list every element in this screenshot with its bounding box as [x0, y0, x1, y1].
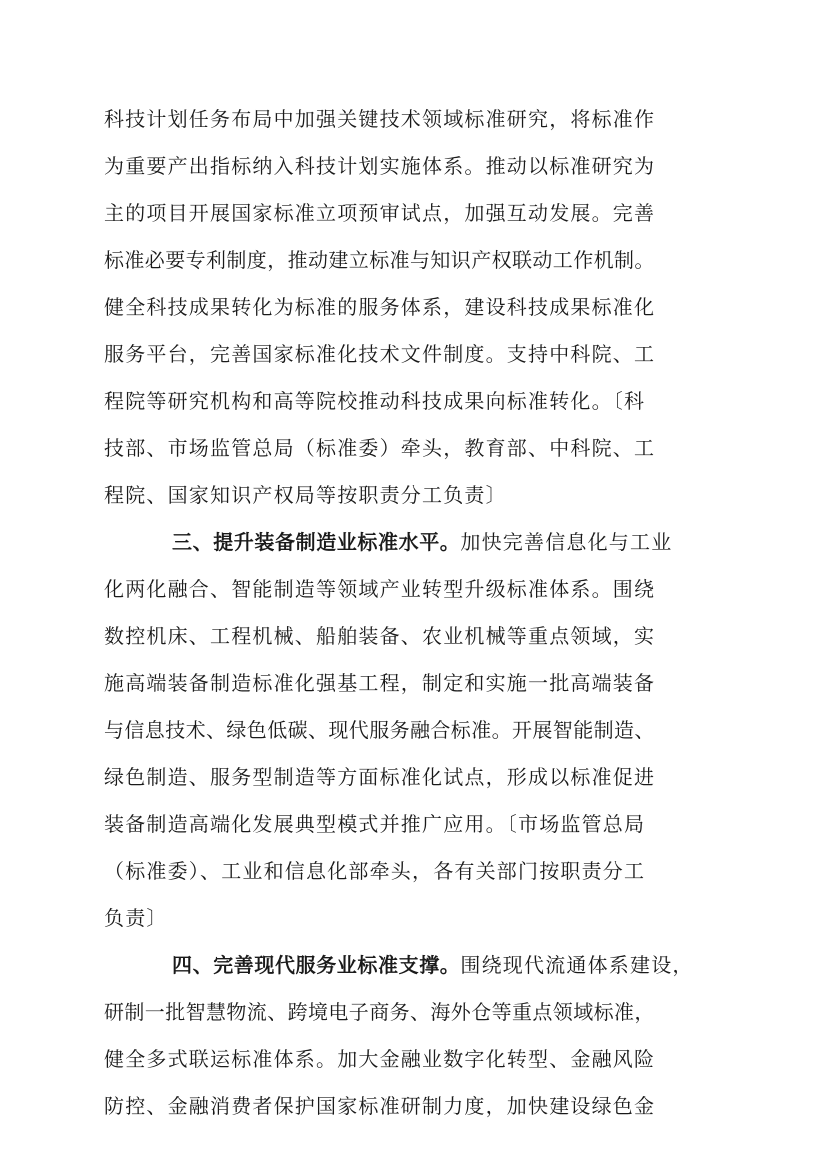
section-3-first-line [104, 519, 724, 566]
paragraph-line: 化两化融合、智能制造等领域产业转型升级标准体系。围绕 [104, 577, 656, 601]
paragraph-line: 科技计划任务布局中加强关键技术领域标准研究，将标准作 [104, 107, 656, 131]
paragraph-line: 程院、国家知识产权局等按职责分工负责〕 [104, 483, 507, 507]
paragraph-line: 为重要产出指标纳入科技计划实施体系。推动以标准研究为 [104, 154, 656, 178]
paragraph-line: 绿色制造、服务型制造等方面标准化试点，形成以标准促进 [104, 765, 656, 789]
section-4-first-line-text: 围绕现代流通体系建设， [460, 953, 694, 977]
paragraph-line: 服务平台，完善国家标准化技术文件制度。支持中科院、工 [104, 342, 656, 366]
paragraph-line: 负责〕 [104, 906, 168, 930]
paragraph-line: 施高端装备制造标准化强基工程，制定和实施一批高端装备 [104, 671, 656, 695]
paragraph-line: 装备制造高端化发展典型模式并推广应用。〔市场监管总局 [104, 812, 646, 836]
paragraph-line: （标准委）、工业和信息化部牵头，各有关部门按职责分工 [104, 859, 646, 883]
paragraph-line: 技部、市场监管总局（标准委）牵头，教育部、中科院、工 [104, 436, 656, 460]
paragraph-line: 防控、金融消费者保护国家标准研制力度，加快建设绿色金 [104, 1094, 656, 1118]
section-4-heading: 四、完善现代服务业标准支撑。 [172, 953, 461, 977]
section-3-heading: 三、提升装备制造业标准水平。 [172, 530, 461, 554]
section-4-first-line [104, 942, 724, 989]
paragraph-line: 程院等研究机构和高等院校推动科技成果向标准转化。〔科 [104, 389, 646, 413]
document-body [104, 96, 724, 1130]
paragraph-line: 健全多式联运标准体系。加大金融业数字化转型、金融风险 [104, 1047, 656, 1071]
paragraph-line: 健全科技成果转化为标准的服务体系，建设科技成果标准化 [104, 295, 656, 319]
paragraph-line: 标准必要专利制度，推动建立标准与知识产权联动工作机制。 [104, 248, 655, 272]
section-3-first-line-text: 加快完善信息化与工业 [460, 530, 673, 554]
paragraph-line: 主的项目开展国家标准立项预审试点，加强互动发展。完善 [104, 201, 656, 225]
paragraph-line: 研制一批智慧物流、跨境电子商务、海外仓等重点领域标准， [104, 1000, 655, 1024]
paragraph-line: 与信息技术、绿色低碳、现代服务融合标准。开展智能制造、 [104, 718, 655, 742]
paragraph-line: 数控机床、工程机械、船舶装备、农业机械等重点领域，实 [104, 624, 656, 648]
